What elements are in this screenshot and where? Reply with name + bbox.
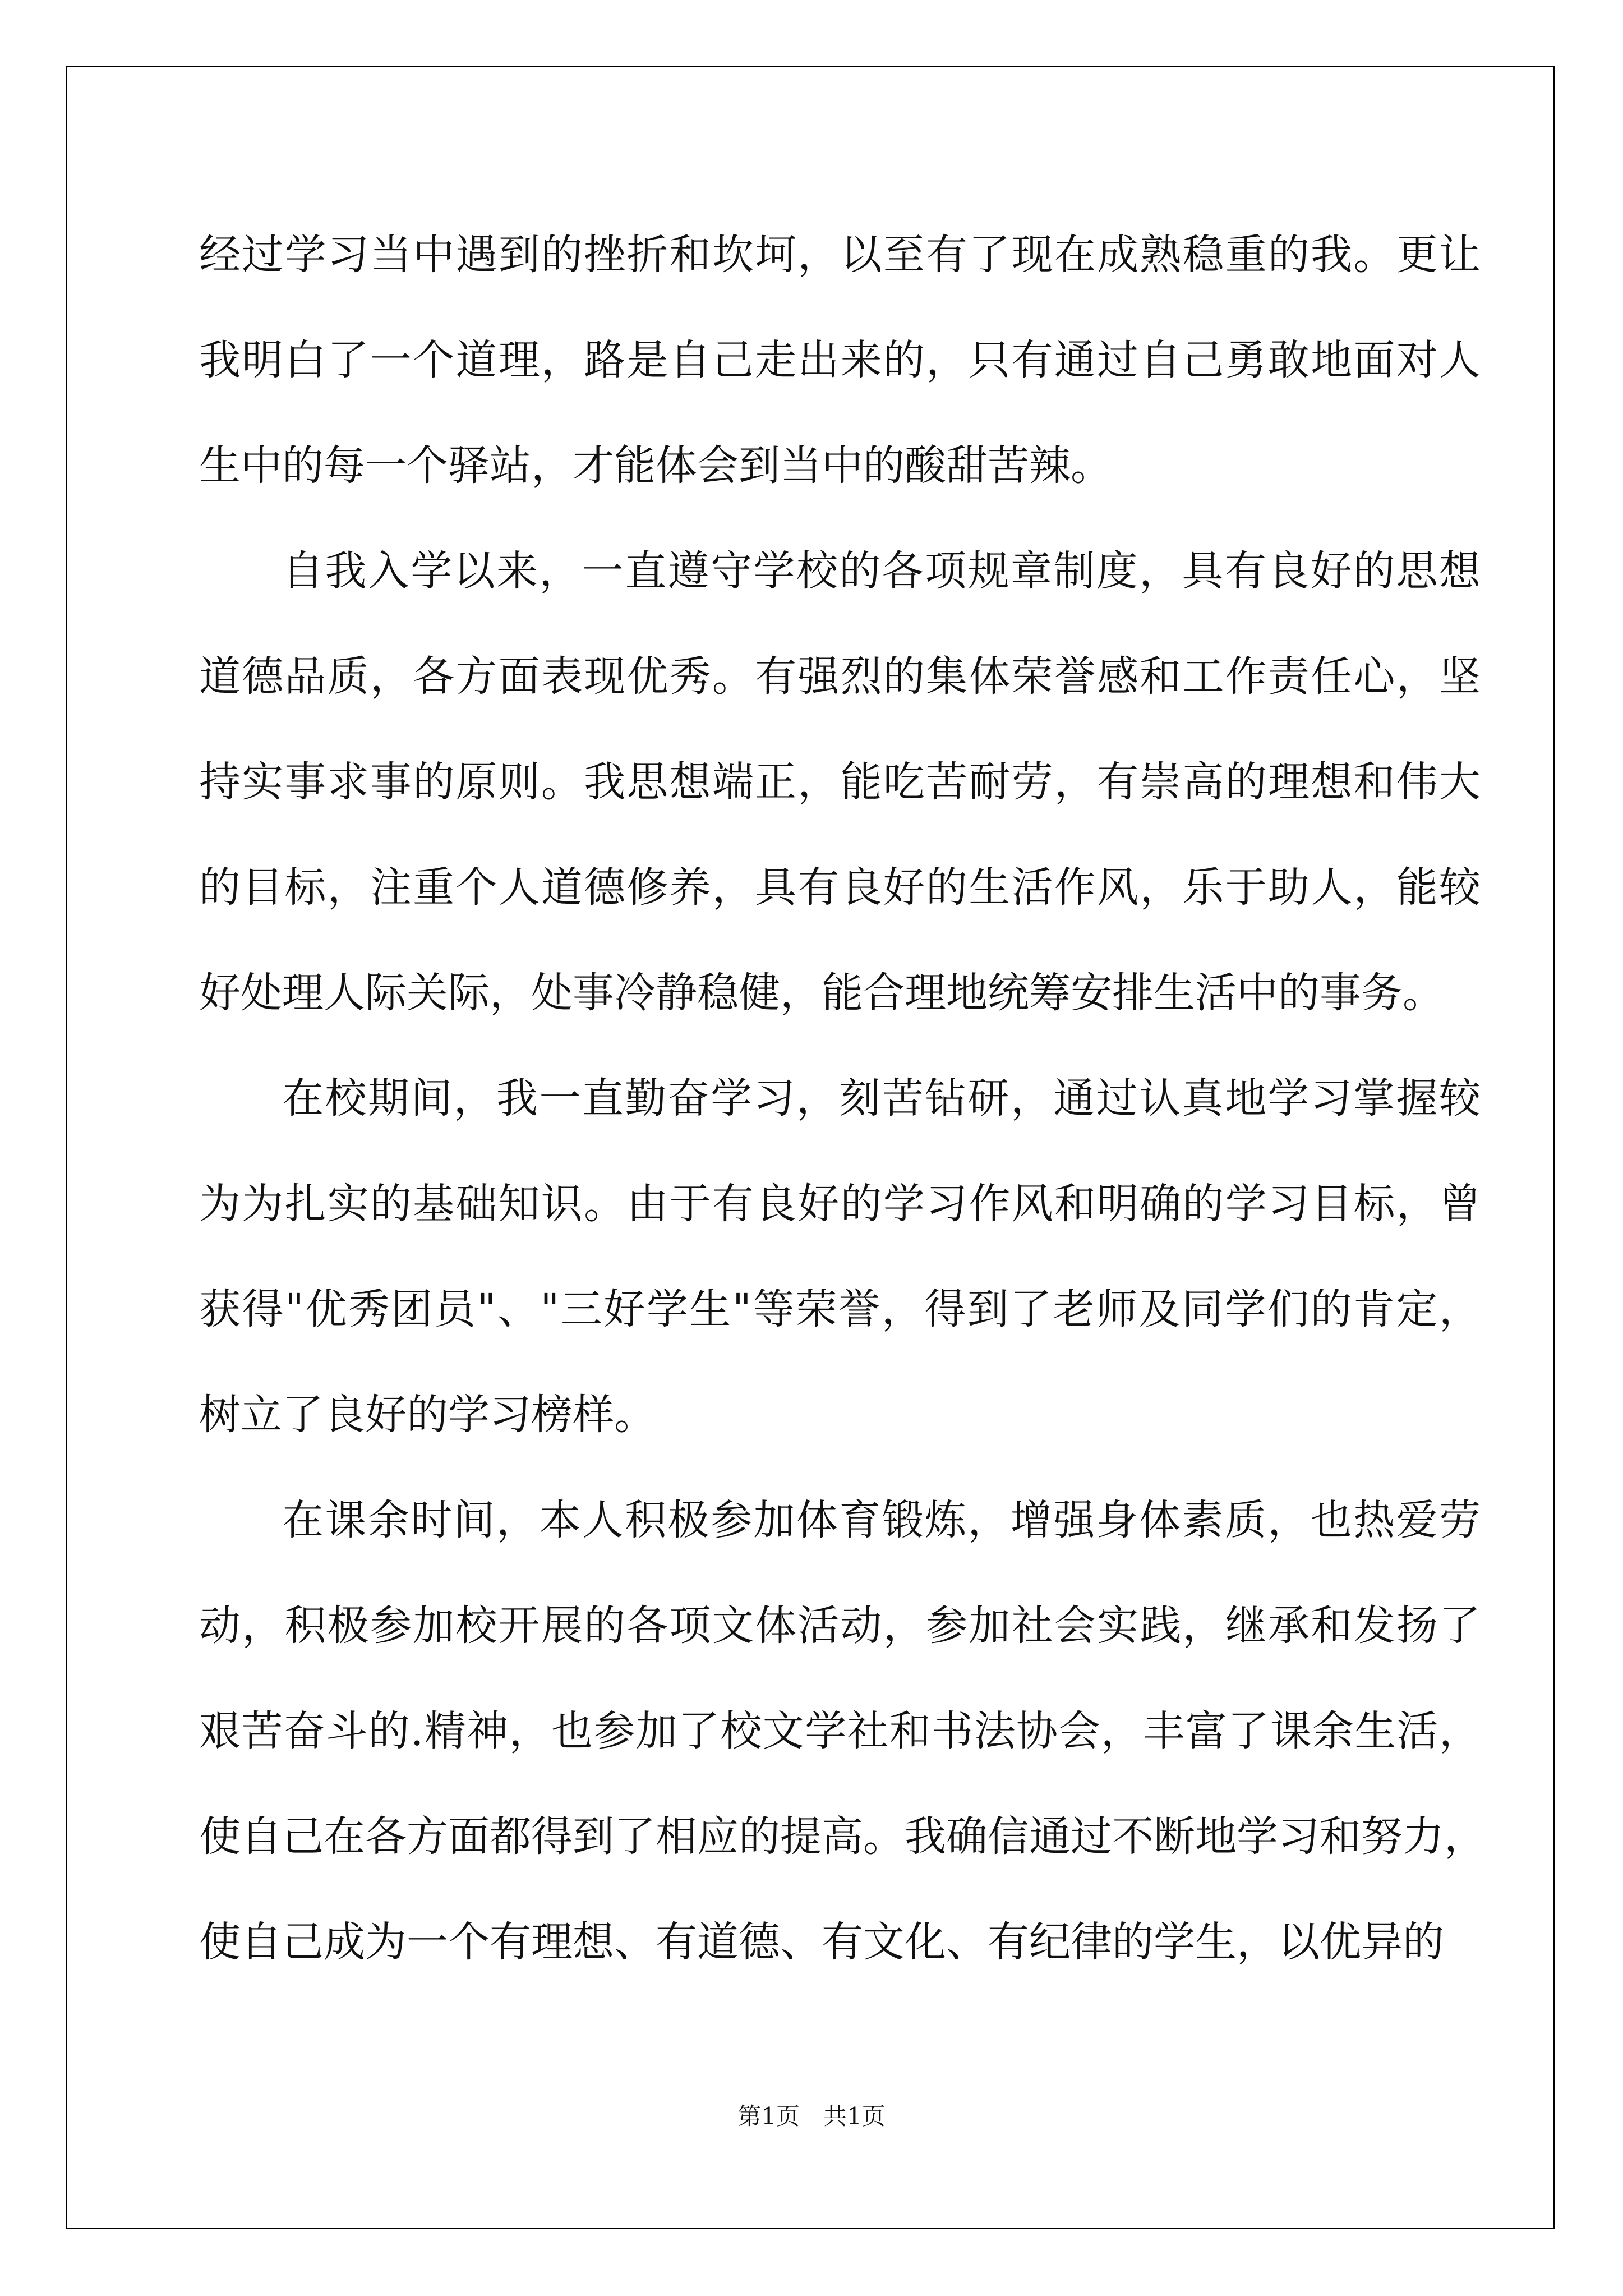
text-line: 动，积极参加校开展的各项文体活动，参加社会实践，继承和发扬了 (199, 1602, 1481, 1650)
text-line: 艰苦奋斗的.精神，也参加了校文学社和书法协会，丰富了课余生活， (199, 1707, 1481, 1755)
text-line: 经过学习当中遇到的挫折和坎坷，以至有了现在成熟稳重的我。更让 (199, 231, 1481, 279)
text-line: 树立了良好的学习榜样。 (199, 1391, 656, 1439)
text-line: 我明白了一个道理，路是自己走出来的，只有通过自己勇敢地面对人 (199, 336, 1481, 384)
text-line: 为为扎实的基础知识。由于有良好的学习作风和明确的学习目标，曾 (199, 1180, 1481, 1228)
text-line: 生中的每一个驿站，才能体会到当中的酸甜苦辣。 (199, 441, 1112, 490)
text-line: 使自己在各方面都得到了相应的提高。我确信通过不断地学习和努力， (199, 1812, 1486, 1861)
text-line: 的目标，注重个人道德修养，具有良好的生活作风，乐于助人，能较 (199, 863, 1481, 912)
text-line: 好处理人际关际，处事冷静稳健，能合理地统筹安排生活中的事务。 (199, 969, 1444, 1017)
text-line: 获得"优秀团员"、"三好学生"等荣誉，得到了老师及同学们的肯定， (199, 1285, 1481, 1333)
text-line: 道德品质，各方面表现优秀。有强烈的集体荣誉感和工作责任心，坚 (199, 652, 1481, 701)
text-line: 在校期间，我一直勤奋学习，刻苦钻研，通过认真地学习掌握较 (282, 1074, 1481, 1122)
page-number-footer: 第1页 共1页 (737, 2102, 886, 2130)
document-body (199, 202, 1486, 1995)
text-line: 在课余时间，本人积极参加体育锻炼，增强身体素质，也热爱劳 (282, 1496, 1481, 1544)
text-line: 持实事求事的原则。我思想端正，能吃苦耐劳，有崇高的理想和伟大 (199, 758, 1481, 806)
text-line: 使自己成为一个有理想、有道德、有文化、有纪律的学生，以优异的 (199, 1918, 1444, 1966)
text-line: 自我入学以来，一直遵守学校的各项规章制度，具有良好的思想 (282, 547, 1481, 595)
